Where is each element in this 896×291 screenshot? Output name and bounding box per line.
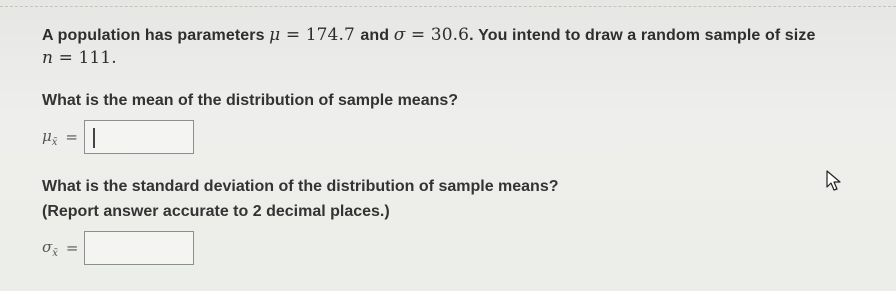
mean-symbol: $\mu_{x̄}$ xyxy=(42,126,58,148)
mean-equals: = xyxy=(65,128,78,146)
mu-symbol: μ xyxy=(269,25,281,45)
and-word: and xyxy=(360,27,390,44)
mu-expression xyxy=(269,25,360,45)
n-expression xyxy=(42,48,117,68)
sigma-value: 30.6 xyxy=(430,25,470,45)
mu-value: 174.7 xyxy=(305,25,355,45)
n-value: 111. xyxy=(78,48,117,68)
mouse-pointer-icon xyxy=(826,170,842,192)
problem-statement xyxy=(42,24,888,70)
question-std: What is the standard deviation of the distribution of sample means? xyxy=(42,178,559,195)
sigma-expression xyxy=(394,25,469,45)
mean-answer-input[interactable] xyxy=(84,120,194,154)
n-equals: = xyxy=(58,48,73,68)
std-equals: = xyxy=(65,239,79,257)
n-symbol: n xyxy=(42,48,54,68)
sigma-symbol: σ xyxy=(393,25,406,45)
std-answer-row xyxy=(42,231,194,265)
std-answer-input[interactable] xyxy=(84,231,194,265)
sigma-equals: = xyxy=(410,25,426,45)
top-divider xyxy=(0,6,896,7)
mu-equals: = xyxy=(285,25,301,45)
question-std-note: (Report answer accurate to 2 decimal places.) xyxy=(42,203,390,220)
problem-rest: . You intend to draw a random sample of size xyxy=(469,27,816,44)
question-mean: What is the mean of the distribution of sample means? xyxy=(42,92,459,109)
std-symbol: $\sigma_{x̄}$ xyxy=(42,237,58,259)
mean-answer-row xyxy=(42,120,194,154)
text-caret xyxy=(93,128,95,148)
problem-intro: A population has parameters xyxy=(42,27,265,44)
